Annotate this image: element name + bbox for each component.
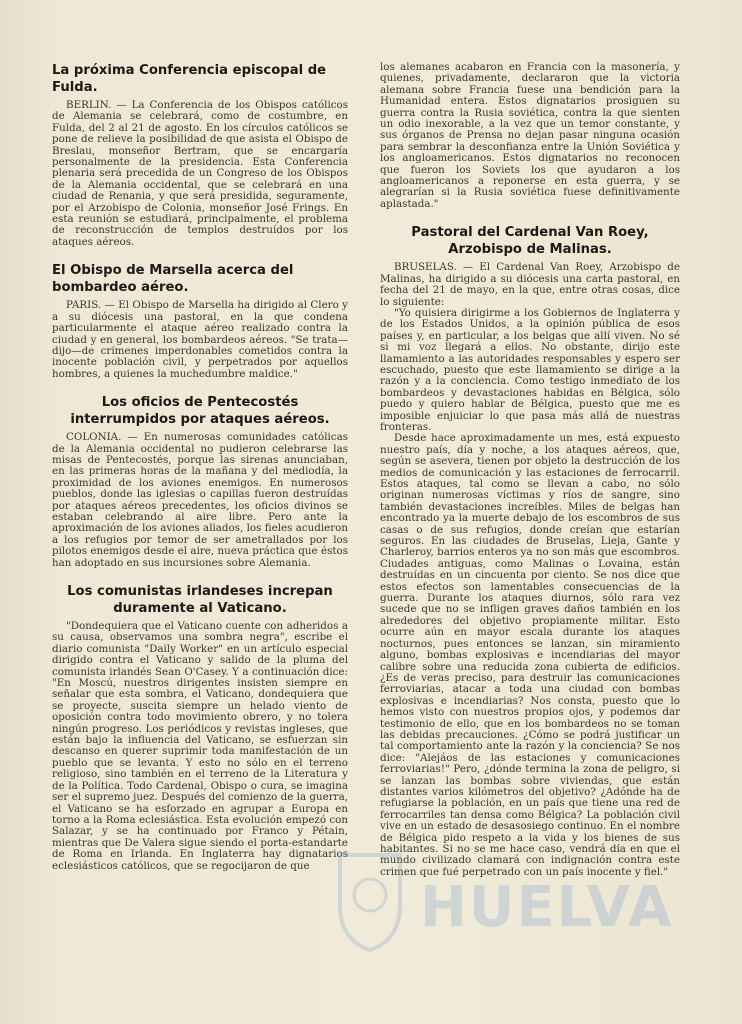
article-title: Los oficios de Pentecostés interrumpidos por ataques aéreos. <box>70 395 330 428</box>
article-paragraph: BRUSELAS. — El Cardenal Van Roey, Arzobispo de Malinas, ha dirigido a su diócesis una carta pastoral, en fecha del 21 de mayo, en la que, entre otras cosas, dice lo siguiente: <box>380 261 680 308</box>
article-title: Los comunistas irlandeses increpan duramente al Vaticano. <box>67 584 333 616</box>
left-column <box>52 62 348 886</box>
article-title: La próxima Conferencia episcopal de Fulda. <box>52 63 327 95</box>
article-paragraph: Desde hace aproximadamente un mes, está expuesto nuestro país, día y noche, a los ataques aéreos, que, según se asevera, tienen por objeto la destrucción de los medios de comunicación y las estaciones de ferrocarril. Estos ataques, tal como se llevan a cabo, no sólo originan numerosas víctimas y ríos de sangre, sino también devastaciones increíbles. Miles de belgas han encontrado ya la muerte debajo de los escombros de sus casas o de sus refugios, donde creían que estarían seguros. En las ciudades de Bruselas, Lieja, Gante y Charleroy, barrios enteros ya no son más que escombros. Ciudades antiguas, como Malinas o Lovaina, están destruídas en un cincuenta por ciento. Se nos dice que estos efectos son lamentables consecuencias de la guerra. Durante los ataques diurnos, sólo rara vez sucede que no se infligen graves daños también en los alrededores del objetivo propiamente militar. Esto ocurre aún en mayor escala durante los ataques nocturnos, pues entonces se lanzan, sin miramiento alguno, bombas explosivas e incendiarias del mayor calibre sobre una reducida zona cubierta de edificios. ¿Es de veras preciso, para destruir las comunicaciones ferroviarias, atacar a toda una ciudad con bombas explosivas e incendiarias? Nos consta, puesto que lo hemos visto con nuestros propios ojos, y podemos dar testimonio de ello, que en los bombardeos no se toman las debidas precauciones. ¿Cómo se podrá justificar un tal comportamiento ante la razón y la conciencia? Se nos dice: "Alejáos de las estaciones y comunicaciones ferroviarias!" Pero, ¿dónde termina la zona de peligro, si se lanzan las bombas sobre viviendas, que están distantes varios kilómetros del objetivo? ¿Adónde ha de refugiarse la población, en un país que tiene una red de ferrocarriles tan densa como Bélgica? La población civil vive en un estado de desasosiego continuo. En el nombre de Bélgica pido respeto a la vida y los bienes de sus habitantes. Si no se me hace caso, vendrá día en que el mundo civilizado clamará con indignación contra este crimen que fué perpetrado con un país inocente y fiel." <box>380 432 680 878</box>
watermark-text: HUELVA <box>420 875 674 940</box>
article-body: "Dondequiera que el Vaticano cuente con adheridos a su causa, observamos una sombra negra", escribe el diario comunista "Daily Worker" en un artículo especial dirigido contra el Vaticano y salido de la pluma del comunista irlandés Sean O'Casey. Y a continuación dice: "En Moscú, nuestros dirigentes insisten siempre en señalar que esta sombra, el Vaticano, dondequiera que se proyecte, suscita siempre un helado viento de oposición contra todo movimiento obrero, y no tolera ningún progreso. Los periódicos y revistas ingleses, que están bajo la influencia del Vaticano, se esfuerzan sin descanso en querer suprimir toda manifestación de un pueblo que se levanta. Y esto no sólo en el terreno religioso, sino también en el terreno de la Literatura y de la Política. Todo Cardenal, Obispo o cura, se imagina ser el supremo juez. Después del comienzo de la guerra, el Vaticano se ha esforzado en agrupar a Europa en torno a la Roma eclesiástica. Esta evolución empezó con Salazar, y se ha continuado por Franco y Pétain, mientras que De Valera sigue siendo el porta-estandarte de Roma en Irlanda. En Inglaterra hay dignatarios eclesiásticos católicos, que se regocijaron de que <box>52 620 348 872</box>
article-title: Pastoral del Cardenal Van Roey, Arzobispo de Malinas. <box>411 225 649 258</box>
article-body: PARIS. — El Obispo de Marsella ha dirigido al Clero y a su diócesis una pastoral, en la que condena particularmente el ataque aéreo realizado contra la ciudad y en general, los bombardeos aéreos. "Se trata—dijo—de crímenes imperdonables cometidos contra la inocente población civil, y perpetrados por aquellos hombres, a quienes la muchedumbre maldice." <box>52 299 348 380</box>
article-marsella <box>52 262 348 380</box>
article-paragraph: "Yo quisiera dirigirme a los Gobiernos de Inglaterra y de los Estados Unidos, a la opinión pública de esos países y, en particular, a los belgas que allí viven. No sé si mi voz llegará a ellos. No obstante, dirijo este llamamiento a las autoridades responsables y espero ser escuchado, puesto que este llamamiento se dirige a la razón y a la conciencia. Como testigo inmediato de los bombardeos y devastaciones habidas en Bélgica, sólo puedo y quiero hablar de Bélgica, puesto que me es imposible enjuiciar lo que pasa más allá de nuestras fronteras. <box>380 306 680 433</box>
article-fulda <box>52 62 348 248</box>
article-body: BERLIN. — La Conferencia de los Obispos católicos de Alemania se celebrará, como de costumbre, en Fulda, del 2 al 21 de agosto. En los círculos católicos se pone de relieve la posibilidad de que asista el Obispo de Breslau, monseñor Bertram, que se encargaría personalmente de la presidencia. Esta Conferencia plenaria será precedida de un Congreso de los Obispos de la Alemania occidental, que se celebrará en una ciudad de Renania, y que será presidida, seguramente, por el Arzobispo de Colonia, monseñor José Frings. En esta reunión se estudiará, principalmente, el problema de reconstrucción de templos destruídos por los ataques aéreos. <box>52 99 348 248</box>
article-pentecostes <box>52 394 348 569</box>
article-title: El Obispo de Marsella acerca del bombardeo aéreo. <box>52 263 294 296</box>
article-continuation: los alemanes acabaron en Francia con la masonería, y quienes, privadamente, declararon que la victoria alemana sobre Francia fuese una bendición para la Humanidad entera. Estos dignatarios prosiguen su guerra contra la Rusia soviética, contra la que sienten un odio inexorable, a la vez que un temor constante, y sus órganos de Prensa no dejan pasar ninguna ocasión para sembrar la desconfianza entre la Unión Soviética y los angloamericanos. Estos dignatarios no reconocen que fueron los Soviets los que ayudaron a los angloamericanos a reponerse en esta guerra, y se alegrarían si la Rusia soviética fuese definitivamente aplastada." <box>380 61 680 210</box>
article-van-roey <box>380 224 680 878</box>
right-column <box>380 62 680 892</box>
article-comunistas-continued <box>380 62 680 210</box>
article-body: COLONIA. — En numerosas comunidades católicas de la Alemania occidental no pudieron celebrarse las misas de Pentecostés, porque las sirenas anunciaban, en las primeras horas de la mañana y del mediodía, la proximidad de los aviones enemigos. En numerosos pueblos, donde las iglesias o capillas fueron destruídas por ataques aéreos precedentes, los oficios divinos se estaban celebrando al aire libre. Pero ante la aproximación de los aviones aliados, los fieles acudieron a los refugios por temor de ser ametrallados por los pilotos enemigos desde el aire, nueva práctica que éstos han adoptado en sus incursiones sobre Alemania. <box>52 431 348 569</box>
article-comunistas <box>52 583 348 872</box>
